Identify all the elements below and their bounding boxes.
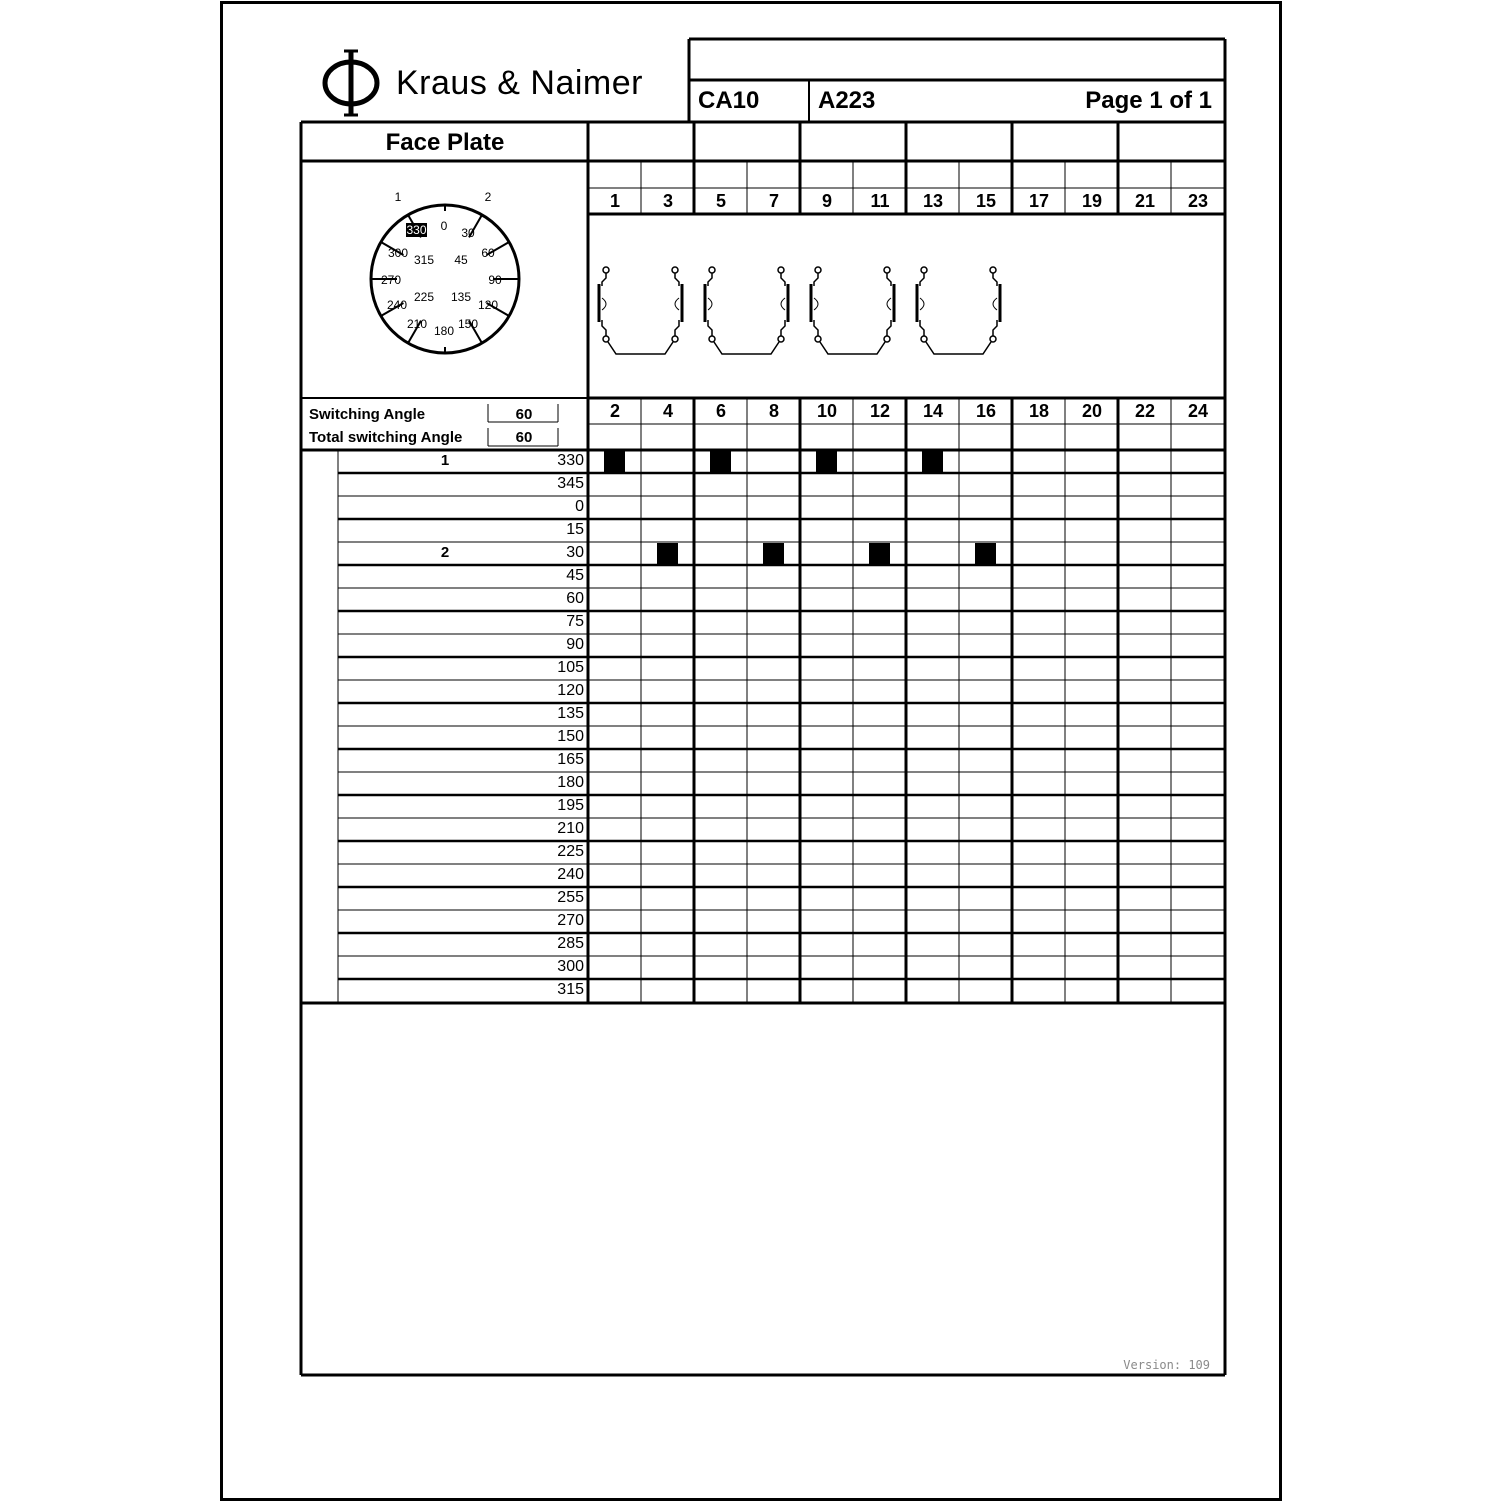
terminal-number-bottom: 10 bbox=[816, 401, 838, 421]
terminal-number-top: 9 bbox=[821, 191, 832, 211]
dial-angle-label: 180 bbox=[433, 324, 455, 338]
angle-row-label: 135 bbox=[557, 705, 584, 722]
terminal-number-top: 11 bbox=[870, 191, 890, 211]
model-code: CA10 bbox=[698, 87, 760, 114]
dial-angle-label: 225 bbox=[413, 290, 435, 304]
angle-row-label: 240 bbox=[557, 866, 584, 883]
angle-row-label: 270 bbox=[557, 912, 584, 929]
dial-angle-label: 60 bbox=[481, 246, 495, 260]
dial-angle-label: 240 bbox=[386, 298, 408, 312]
angle-row-label: 0 bbox=[575, 498, 584, 515]
dial-angle-label: 210 bbox=[406, 317, 428, 331]
dial-angle-label: 135 bbox=[450, 290, 472, 304]
contact-closed-mark bbox=[710, 451, 731, 472]
dial-angle-label: 0 bbox=[440, 219, 448, 233]
terminal-number-top: 13 bbox=[922, 191, 944, 211]
angle-row-label: 285 bbox=[557, 935, 584, 952]
angle-row-label: 180 bbox=[557, 774, 584, 791]
total-switching-angle-value: 60 bbox=[515, 429, 533, 446]
face-plate-title: Face Plate bbox=[385, 129, 505, 156]
angle-row-label: 165 bbox=[557, 751, 584, 768]
program-code: A223 bbox=[818, 87, 876, 114]
angle-row-label: 30 bbox=[566, 544, 584, 561]
switching-angle-value: 60 bbox=[515, 406, 533, 423]
angle-row-label: 150 bbox=[557, 728, 584, 745]
terminal-number-bottom: 24 bbox=[1187, 401, 1209, 421]
terminal-number-bottom: 12 bbox=[869, 401, 891, 421]
terminal-number-bottom: 4 bbox=[662, 401, 673, 421]
contact-closed-mark bbox=[922, 451, 943, 472]
face-plate-dial bbox=[360, 185, 530, 360]
contact-pair-symbol bbox=[705, 267, 788, 354]
angle-row-label: 195 bbox=[557, 797, 584, 814]
dial-angle-label: 30 bbox=[461, 226, 475, 240]
terminal-number-top: 21 bbox=[1134, 191, 1156, 211]
dial-angle-label: 315 bbox=[413, 253, 435, 267]
switch-position-label: 2 bbox=[440, 544, 450, 561]
terminal-number-top: 5 bbox=[715, 191, 726, 211]
contact-closed-mark bbox=[604, 451, 625, 472]
angle-row-label: 255 bbox=[557, 889, 584, 906]
terminal-number-bottom: 2 bbox=[609, 401, 620, 421]
dial-angle-label: 90 bbox=[488, 273, 502, 287]
terminal-number-bottom: 6 bbox=[715, 401, 726, 421]
angle-row-label: 330 bbox=[557, 452, 584, 469]
angle-row-label: 60 bbox=[566, 590, 584, 607]
contact-pair-symbol bbox=[599, 267, 682, 354]
terminal-number-top: 15 bbox=[975, 191, 997, 211]
terminal-number-bottom: 18 bbox=[1028, 401, 1050, 421]
terminal-number-bottom: 20 bbox=[1081, 401, 1103, 421]
angle-row-label: 75 bbox=[566, 613, 584, 630]
contact-closed-mark bbox=[657, 543, 678, 564]
dial-highlight-label: 330 bbox=[406, 223, 427, 237]
dial-angle-label: 300 bbox=[387, 246, 409, 260]
terminal-number-top: 17 bbox=[1028, 191, 1050, 211]
contact-pair-symbol bbox=[917, 267, 1000, 354]
contact-schematic bbox=[590, 216, 1226, 398]
terminal-number-bottom: 22 bbox=[1134, 401, 1156, 421]
company-name: Kraus & Naimer bbox=[396, 63, 643, 102]
switch-position-label: 1 bbox=[440, 452, 450, 469]
terminal-number-bottom: 8 bbox=[768, 401, 779, 421]
angle-row-label: 225 bbox=[557, 843, 584, 860]
contact-closed-mark bbox=[816, 451, 837, 472]
page-number: Page 1 of 1 bbox=[1085, 87, 1212, 114]
terminal-number-bottom: 16 bbox=[975, 401, 997, 421]
terminal-number-top: 7 bbox=[768, 191, 779, 211]
dial-angle-label: 150 bbox=[457, 317, 479, 331]
terminal-number-bottom: 14 bbox=[922, 401, 944, 421]
angle-row-label: 210 bbox=[557, 820, 584, 837]
terminal-number-top: 19 bbox=[1081, 191, 1103, 211]
switching-angle-label: Switching Angle bbox=[309, 406, 426, 423]
contact-pair-symbol bbox=[811, 267, 894, 354]
angle-row-label: 345 bbox=[557, 475, 584, 492]
contact-closed-mark bbox=[763, 543, 784, 564]
contact-closed-mark bbox=[975, 543, 996, 564]
terminal-number-top: 3 bbox=[662, 191, 673, 211]
angle-row-label: 300 bbox=[557, 958, 584, 975]
dial-angle-label: 45 bbox=[454, 253, 468, 267]
dial-angle-label: 120 bbox=[477, 298, 499, 312]
dial-position-label: 2 bbox=[484, 190, 492, 204]
dial-position-label: 1 bbox=[394, 190, 402, 204]
terminal-number-top: 23 bbox=[1187, 191, 1209, 211]
contact-closed-mark bbox=[869, 543, 890, 564]
terminal-number-top: 1 bbox=[609, 191, 620, 211]
version-label: Version: 109 bbox=[1123, 1358, 1210, 1372]
angle-row-label: 15 bbox=[566, 521, 584, 538]
angle-row-label: 105 bbox=[557, 659, 584, 676]
dial-angle-label: 270 bbox=[380, 273, 402, 287]
angle-row-label: 315 bbox=[557, 981, 584, 998]
angle-row-label: 90 bbox=[566, 636, 584, 653]
angle-row-label: 45 bbox=[566, 567, 584, 584]
total-switching-angle-label: Total switching Angle bbox=[309, 429, 463, 446]
angle-row-label: 120 bbox=[557, 682, 584, 699]
